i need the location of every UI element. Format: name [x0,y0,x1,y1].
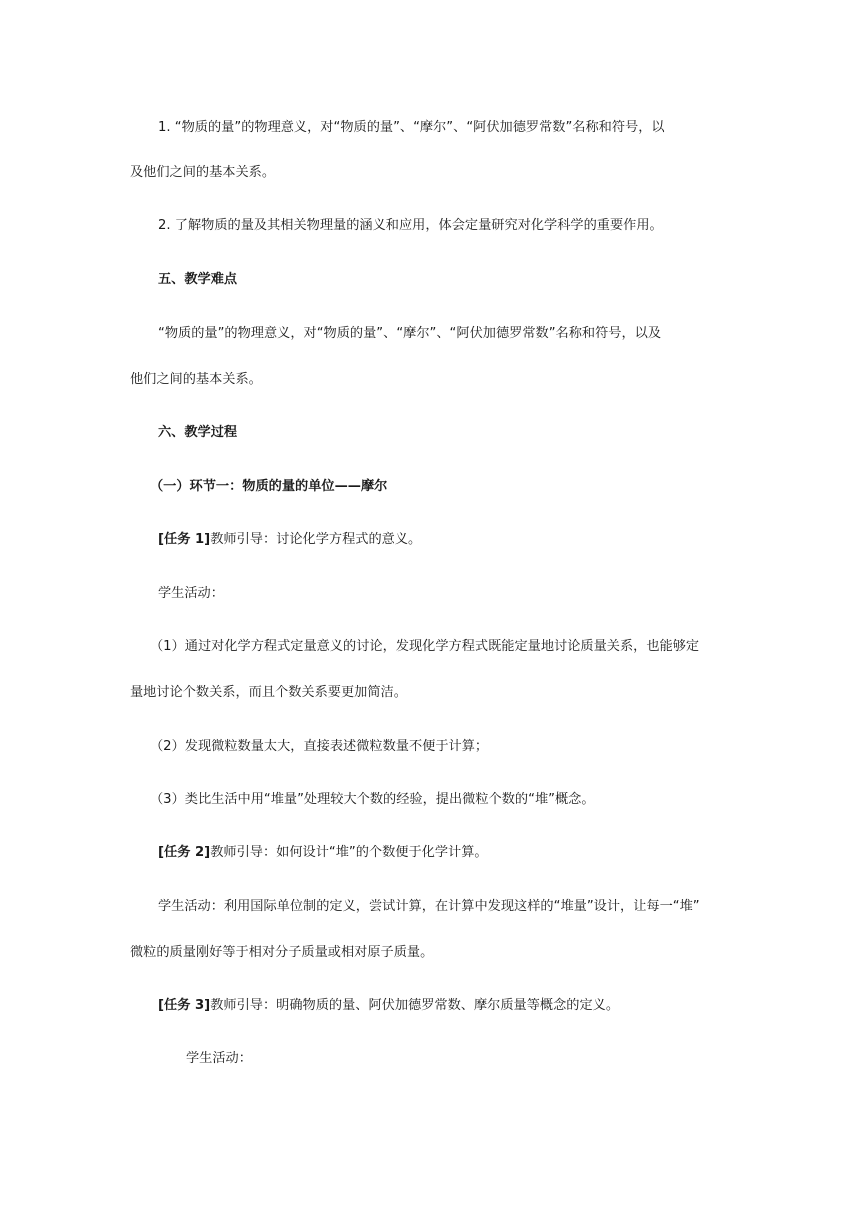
task-1-tag: [任务 1] [158,532,211,547]
subheading-section-1: （一）环节一：物质的量的单位——摩尔 [150,479,388,494]
task-2-tag: [任务 2] [158,845,211,860]
heading-teaching-difficulty: 五、教学难点 [158,272,238,287]
task-1 [0,530,860,550]
paragraph-difficulty-line-1: “物质的量”的物理意义，对“物质的量”、“摩尔”、“阿伏加德罗常数”名称和符号，以及 [158,326,662,341]
task-1-text: 教师引导：讨论化学方程式的意义。 [210,532,422,547]
task-3-tag: [任务 3] [158,998,211,1013]
activity-item-3: （3）类比生活中用“堆量”处理较大个数的经验，提出微粒个数的“堆”概念。 [150,792,595,807]
paragraph-objective-2: 2. 了解物质的量及其相关物理量的涵义和应用，体会定量研究对化学科学的重要作用。 [158,218,663,233]
paragraph-difficulty-line-2: 他们之间的基本关系。 [130,372,262,387]
task-2-text: 教师引导：如何设计“堆”的个数便于化学计算。 [210,845,488,860]
student-activity-2-line-2: 微粒的质量刚好等于相对分子质量或相对原子质量。 [130,945,434,960]
activity-item-1-line-2: 量地讨论个数关系，而且个数关系要更加简洁。 [130,685,407,700]
paragraph-objective-1-line-2: 及他们之间的基本关系。 [130,165,276,180]
task-2 [0,843,860,863]
task-3-text: 教师引导：明确物质的量、阿伏加德罗常数、摩尔质量等概念的定义。 [210,998,620,1013]
task-3 [0,996,860,1016]
activity-item-2: （2）发现微粒数量太大，直接表述微粒数量不便于计算； [150,739,489,754]
paragraph-objective-1-line-1: 1. “物质的量”的物理意义，对“物质的量”、“摩尔”、“阿伏加德罗常数”名称和符号，以 [158,120,665,135]
student-activity-1-label: 学生活动： [158,586,224,601]
student-activity-3-label: 学生活动： [186,1051,252,1066]
student-activity-2-line-1: 学生活动：利用国际单位制的定义，尝试计算，在计算中发现这样的“堆量”设计，让每一“堆” [158,899,700,914]
heading-teaching-process: 六、教学过程 [158,425,238,440]
activity-item-1-line-1: （1）通过对化学方程式定量意义的讨论，发现化学方程式既能定量地讨论质量关系，也能够定 [150,639,700,654]
